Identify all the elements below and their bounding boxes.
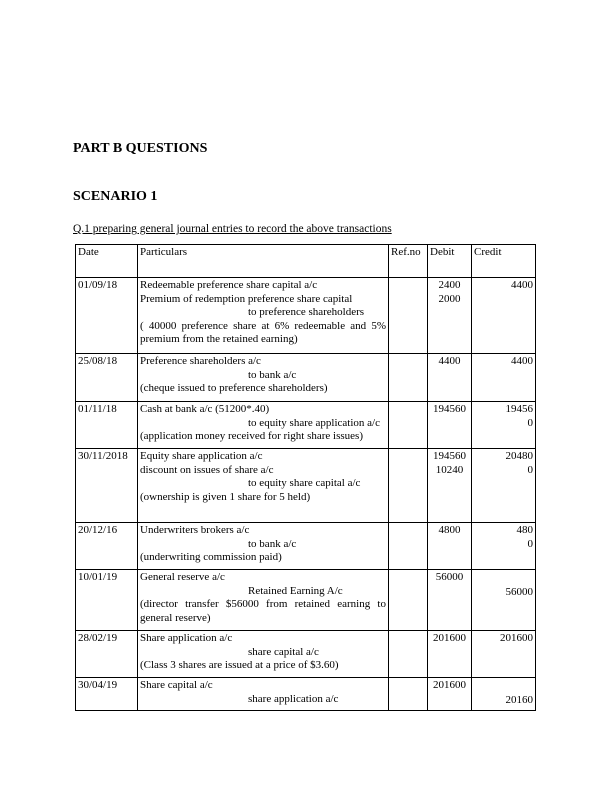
credit-value: 0 <box>527 537 533 550</box>
row-particulars <box>138 354 389 402</box>
row-credit <box>472 354 536 402</box>
debit-value: 4800 <box>438 524 461 536</box>
particular-line: Premium of redemption preference share capital <box>140 292 353 305</box>
row-debit <box>428 449 472 523</box>
header-credit: Credit <box>472 245 536 278</box>
row-particulars <box>138 278 389 354</box>
credit-value: 19456 <box>505 403 533 415</box>
question-caption: Q.1 preparing general journal entries to record the above transactions <box>73 223 392 235</box>
row-credit <box>472 278 536 354</box>
particular-line: Retained Earning A/c <box>248 584 343 597</box>
table-row <box>76 449 536 523</box>
row-ref <box>389 449 428 523</box>
row-ref <box>389 570 428 631</box>
row-date: 01/09/18 <box>76 278 138 354</box>
table-row <box>76 523 536 570</box>
row-credit <box>472 678 536 711</box>
particular-line: Preference shareholders a/c <box>140 355 261 367</box>
row-ref <box>389 678 428 711</box>
row-ref <box>389 278 428 354</box>
table-row <box>76 354 536 402</box>
particular-line: discount on issues of share a/c <box>140 463 274 476</box>
particular-narration: (underwriting commission paid) <box>140 551 282 564</box>
row-date: 01/11/18 <box>76 402 138 449</box>
particular-narration: (cheque issued to preference shareholders) <box>140 382 328 395</box>
row-debit <box>428 523 472 570</box>
table-row <box>76 278 536 354</box>
particular-line: share application a/c <box>248 692 339 705</box>
row-particulars <box>138 402 389 449</box>
row-ref <box>389 354 428 402</box>
header-debit: Debit <box>428 245 472 278</box>
row-particulars <box>138 570 389 631</box>
particular-narration: (ownership is given 1 share for 5 held) <box>140 490 311 503</box>
row-particulars <box>138 678 389 711</box>
row-credit <box>472 402 536 449</box>
particular-narration: (application money received for right share issues) <box>140 430 363 443</box>
table-header-row <box>76 245 536 278</box>
header-particulars: Particulars <box>138 245 389 278</box>
row-credit <box>472 631 536 678</box>
row-debit <box>428 678 472 711</box>
particular-line: Cash at bank a/c (51200*.40) <box>140 403 270 415</box>
row-date: 30/11/2018 <box>76 449 138 523</box>
header-date: Date <box>76 245 138 278</box>
debit-value: 2000 <box>438 292 461 305</box>
debit-value: 194560 <box>433 403 466 415</box>
particular-narration: ( 40000 preference share at 6% redeemable and 5% premium from the retained earning) <box>140 319 386 346</box>
row-debit <box>428 570 472 631</box>
table-row <box>76 631 536 678</box>
row-ref <box>389 631 428 678</box>
row-credit <box>472 570 536 631</box>
credit-value: 480 <box>516 524 533 536</box>
particular-line: to equity share capital a/c <box>248 477 361 490</box>
credit-value: 4400 <box>511 279 533 291</box>
journal-table <box>75 244 536 711</box>
particular-narration: (Class 3 shares are issued at a price of $3.60) <box>140 659 339 672</box>
particular-line: to bank a/c <box>248 368 297 381</box>
table-row <box>76 570 536 631</box>
header-ref: Ref.no <box>389 245 428 278</box>
row-credit <box>472 449 536 523</box>
debit-value: 201600 <box>433 679 466 691</box>
table-row <box>76 402 536 449</box>
scenario-title: SCENARIO 1 <box>73 189 158 204</box>
particular-line: to equity share application a/c <box>248 416 380 429</box>
particular-line: share capital a/c <box>248 645 319 658</box>
debit-value: 4400 <box>438 355 461 367</box>
row-date: 20/12/16 <box>76 523 138 570</box>
row-debit <box>428 354 472 402</box>
debit-value: 194560 <box>433 450 466 462</box>
debit-value: 201600 <box>433 632 466 644</box>
particular-narration: (director transfer $56000 from retained earning to general reserve) <box>140 598 386 624</box>
row-particulars <box>138 523 389 570</box>
row-ref <box>389 402 428 449</box>
row-credit <box>472 523 536 570</box>
row-ref <box>389 523 428 570</box>
credit-value: 20160 <box>505 694 533 707</box>
particular-line: to bank a/c <box>248 537 297 550</box>
particular-line: Underwriters brokers a/c <box>140 524 250 536</box>
particular-line: Redeemable preference share capital a/c <box>140 279 318 291</box>
credit-value: 4400 <box>511 355 533 367</box>
debit-value: 10240 <box>435 463 464 476</box>
row-date: 10/01/19 <box>76 570 138 631</box>
credit-value: 0 <box>527 463 533 476</box>
part-title: PART B QUESTIONS <box>73 141 208 156</box>
row-date: 25/08/18 <box>76 354 138 402</box>
row-particulars <box>138 449 389 523</box>
particular-line: to preference shareholders <box>248 306 365 319</box>
row-debit <box>428 631 472 678</box>
row-particulars <box>138 631 389 678</box>
debit-value: 56000 <box>435 571 464 583</box>
row-date: 30/04/19 <box>76 678 138 711</box>
particular-line: Equity share application a/c <box>140 450 263 462</box>
row-debit <box>428 402 472 449</box>
particular-line: Share application a/c <box>140 632 233 644</box>
credit-value: 56000 <box>505 586 533 598</box>
credit-value: 201600 <box>500 632 533 644</box>
debit-value: 2400 <box>438 279 461 291</box>
credit-value: 20480 <box>505 450 533 462</box>
particular-line: Share capital a/c <box>140 679 213 691</box>
row-debit <box>428 278 472 354</box>
row-date: 28/02/19 <box>76 631 138 678</box>
table-row <box>76 678 536 711</box>
particular-line: General reserve a/c <box>140 571 225 583</box>
credit-value: 0 <box>527 416 533 429</box>
